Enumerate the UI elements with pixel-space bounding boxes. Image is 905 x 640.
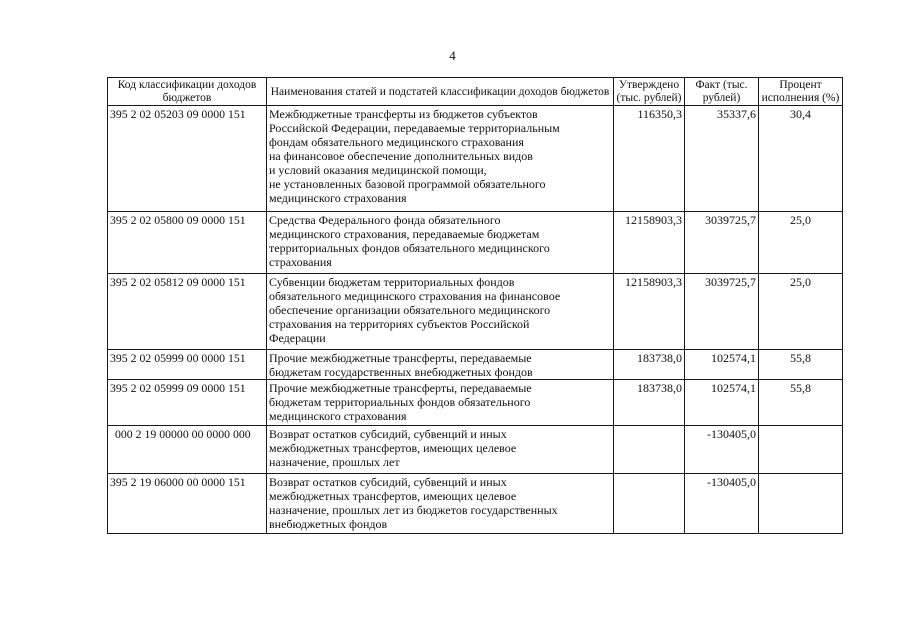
row-percent: 30,4 — [759, 106, 843, 212]
row-code: 395 2 02 05999 09 0000 151 — [108, 380, 267, 426]
row-approved: 183738,0 — [614, 350, 685, 380]
row-percent: 25,0 — [759, 212, 843, 274]
row-code: 395 2 02 05812 09 0000 151 — [108, 274, 267, 350]
table-row — [108, 426, 843, 474]
row-approved: 12158903,3 — [614, 212, 685, 274]
row-fact: 3039725,7 — [685, 212, 759, 274]
row-code: 000 2 19 00000 00 0000 000 — [108, 426, 267, 474]
row-code: 395 2 02 05203 09 0000 151 — [108, 106, 267, 212]
page-number: 4 — [449, 48, 456, 63]
budget-revenue-table — [107, 77, 843, 534]
row-fact: 102574,1 — [685, 350, 759, 380]
header-approved: Утверждено (тыс. рублей) — [614, 78, 685, 106]
row-name: Возврат остатков субсидий, субвенций и иных межбюджетных трансфертов, имеющих целевое назначение, прошлых лет из бюджетов государственных внебюджетных фондов — [267, 474, 614, 534]
row-percent: 55,8 — [759, 380, 843, 426]
row-fact: -130405,0 — [685, 426, 759, 474]
table-header-row — [108, 78, 843, 106]
row-fact: 3039725,7 — [685, 274, 759, 350]
row-fact: 102574,1 — [685, 380, 759, 426]
table-row — [108, 474, 843, 534]
row-name: Прочие межбюджетные трансферты, передаваемые бюджетам государственных внебюджетных фондов — [267, 350, 614, 380]
table-row — [108, 106, 843, 212]
row-fact: -130405,0 — [685, 474, 759, 534]
row-name: Межбюджетные трансферты из бюджетов субъектов Российской Федерации, передаваемые территориальным фондам обязательного медицинского страхования на финансовое обеспечение дополнительных видов и условий оказания медицинской помощи, не установленных базовой программой обязательного медицинского страхования — [267, 106, 614, 212]
row-percent: 55,8 — [759, 350, 843, 380]
table-row — [108, 380, 843, 426]
row-name: Субвенции бюджетам территориальных фондов обязательного медицинского страхования на финансовое обеспечение организации обязательного медицинского страхования на территориях субъектов Российской Федерации — [267, 274, 614, 350]
row-approved — [614, 426, 685, 474]
row-approved: 12158903,3 — [614, 274, 685, 350]
row-fact: 35337,6 — [685, 106, 759, 212]
row-percent: 25,0 — [759, 274, 843, 350]
header-code: Код классификации доходов бюджетов — [108, 78, 267, 106]
row-percent — [759, 426, 843, 474]
row-percent — [759, 474, 843, 534]
table-row — [108, 350, 843, 380]
row-name: Прочие межбюджетные трансферты, передаваемые бюджетам территориальных фондов обязательного медицинского страхования — [267, 380, 614, 426]
row-code: 395 2 02 05999 00 0000 151 — [108, 350, 267, 380]
row-name: Средства Федерального фонда обязательного медицинского страхования, передаваемые бюджетам территориальных фондов обязательного медицинского страхования — [267, 212, 614, 274]
table-row — [108, 212, 843, 274]
header-percent: Процент исполнения (%) — [759, 78, 843, 106]
row-approved — [614, 474, 685, 534]
table-row — [108, 274, 843, 350]
row-code: 395 2 19 06000 00 0000 151 — [108, 474, 267, 534]
header-name: Наименования статей и подстатей классификации доходов бюджетов — [267, 78, 614, 106]
row-name: Возврат остатков субсидий, субвенций и иных межбюджетных трансфертов, имеющих целевое назначение, прошлых лет — [267, 426, 614, 474]
row-approved: 116350,3 — [614, 106, 685, 212]
row-code: 395 2 02 05800 09 0000 151 — [108, 212, 267, 274]
header-fact: Факт (тыс. рублей) — [685, 78, 759, 106]
row-approved: 183738,0 — [614, 380, 685, 426]
